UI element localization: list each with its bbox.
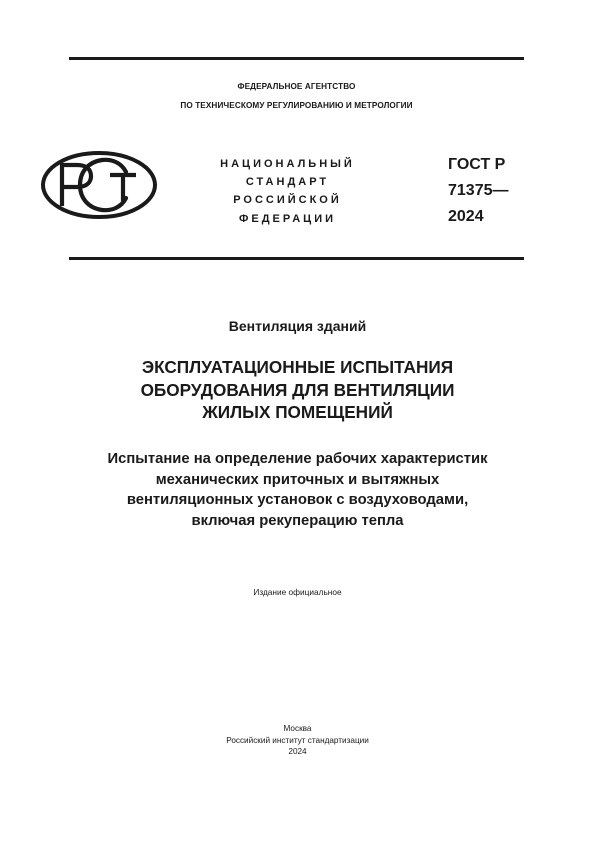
standard-designation [448, 152, 509, 230]
imprint [60, 723, 535, 758]
imprint-city: Москва [283, 724, 312, 733]
designation-line: ГОСТ Р [448, 156, 506, 173]
top-rule [69, 57, 524, 60]
standard-type-line: СТАНДАРТ [245, 176, 330, 189]
main-title-line: ОБОРУДОВАНИЯ ДЛЯ ВЕНТИЛЯЦИИ [140, 379, 455, 400]
subtitle [45, 449, 550, 531]
agency-line-1: ФЕДЕРАЛЬНОЕ АГЕНТСТВО [237, 82, 356, 91]
designation-line: 71375— [448, 182, 509, 199]
main-title [60, 356, 535, 424]
imprint-year: 2024 [288, 747, 307, 756]
standard-type-line: НАЦИОНАЛЬНЫЙ [220, 158, 355, 170]
standard-type-line: РОССИЙСКОЙ [233, 194, 342, 207]
standard-type-line: ФЕДЕРАЦИИ [238, 212, 337, 225]
section-title: Вентиляция зданий [228, 318, 367, 334]
main-title-line: ЭКСПЛУАТАЦИОННЫЕ ИСПЫТАНИЯ [141, 357, 454, 377]
subtitle-line: механических приточных и вытяжных [155, 471, 440, 488]
subtitle-line: вентиляционных установок с воздуховодами, [126, 492, 469, 508]
standard-type-block [205, 155, 370, 228]
designation-line: 2024 [448, 208, 484, 225]
main-title-line: ЖИЛЫХ ПОМЕЩЕНИЙ [202, 402, 393, 422]
subtitle-line: Испытание на определение рабочих характеристик [107, 451, 488, 467]
rst-emblem-icon [40, 150, 158, 220]
middle-rule [69, 257, 524, 260]
subtitle-line: включая рекуперацию тепла [191, 512, 404, 529]
agency-line-2: ПО ТЕХНИЧЕСКОМУ РЕГУЛИРОВАНИЮ И МЕТРОЛОГИИ [180, 101, 413, 110]
edition-note: Издание официальное [253, 587, 342, 597]
imprint-publisher: Российский институт стандартизации [226, 735, 369, 745]
